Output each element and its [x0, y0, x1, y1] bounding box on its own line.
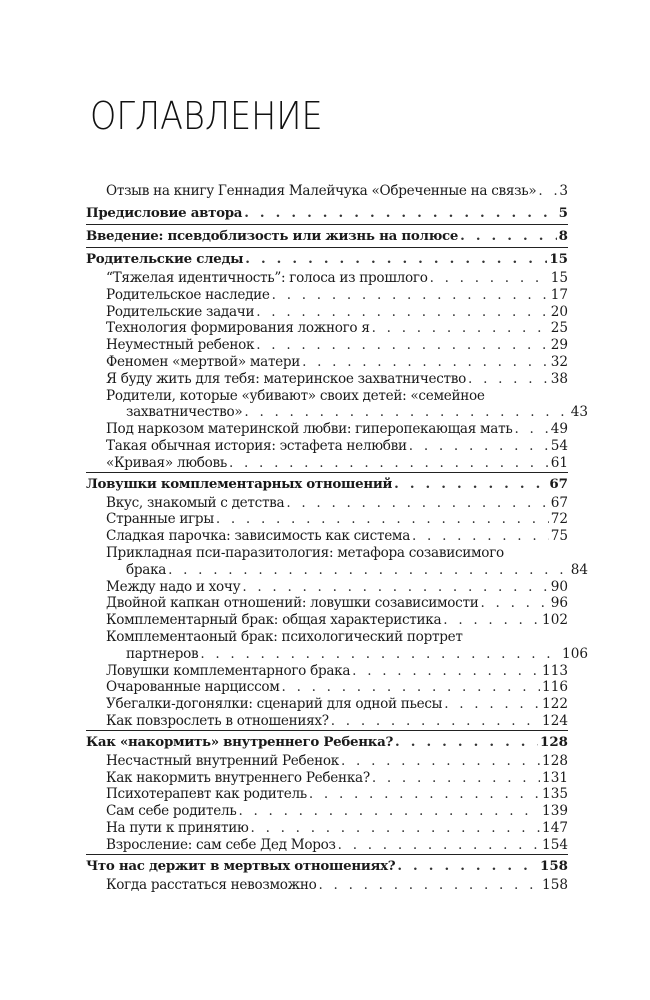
toc-entry-title: Под наркозом материнской любви: гиперопекающая мать [106, 421, 513, 438]
toc-entry [86, 877, 568, 894]
dot-leader [256, 304, 548, 321]
toc-entry [86, 628, 588, 663]
toc-entry-title: Технология формирования ложного я [106, 320, 370, 337]
dot-leader [286, 495, 548, 512]
toc-entry [86, 180, 568, 202]
toc-entry-title: Когда расстаться невозможно [106, 876, 317, 893]
toc-page-number: 128 [542, 752, 568, 769]
toc-chapter-title: Предисловие автора [86, 205, 243, 221]
toc-page-number: 147 [542, 819, 568, 836]
toc-page-number: 131 [542, 769, 568, 786]
toc-entry [86, 837, 568, 854]
toc-page-number: 25 [550, 320, 568, 337]
toc-page-number: 128 [540, 733, 568, 750]
toc-chapter [86, 224, 568, 247]
toc-page-number: 29 [550, 337, 568, 354]
toc-entry [86, 753, 568, 770]
toc-entry [86, 544, 588, 579]
dot-leader [430, 270, 549, 287]
toc-entry-title: Между надо и хочу [106, 578, 241, 595]
dot-leader [331, 713, 540, 730]
dot-leader [372, 320, 549, 337]
toc-entry-title: На пути к принятию [106, 819, 249, 836]
toc-entry-title: Убегалки-догонялки: сценарий для одной пьесы [106, 696, 443, 713]
dot-leader [341, 753, 540, 770]
toc-entry [86, 421, 568, 438]
toc-chapter-title: Родительские следы [86, 251, 244, 267]
toc-entry [86, 595, 568, 612]
toc-entry-title: Неуместный ребенок [106, 337, 255, 354]
toc-entry-title: Феномен «мертвой» матери [106, 353, 301, 370]
toc-entry-title: Двойной капкан отношений: ловушки созависимости [106, 595, 479, 612]
toc-page-number: 122 [542, 696, 568, 713]
toc-page-number: 158 [540, 857, 568, 874]
toc-entry-title: Такая обычная история: эстафета нелюбви [106, 437, 407, 454]
toc-entry-title: Родители, которые «убивают» своих детей: «семейное [106, 387, 485, 404]
dot-leader [480, 595, 548, 612]
dot-leader [338, 837, 540, 854]
toc-page-number: 67 [549, 475, 568, 492]
toc-entry [86, 371, 568, 388]
toc-entry [86, 495, 568, 512]
toc-entry [86, 820, 568, 837]
toc-page-number: 116 [542, 679, 568, 696]
dot-leader [242, 579, 548, 596]
toc-chapter [86, 854, 568, 877]
toc-entry-title: Родительские задачи [106, 303, 255, 320]
toc-page-number: 154 [542, 836, 568, 853]
toc-entry [86, 579, 568, 596]
toc-page-number: 102 [542, 612, 568, 629]
dot-leader [256, 337, 548, 354]
toc-entry-title: «Кривая» любовь [106, 454, 227, 471]
toc-page-number: 158 [542, 876, 568, 893]
toc-chapter [86, 472, 568, 495]
toc-entry-title: Я буду жить для тебя: материнское захватничество [106, 370, 467, 387]
toc-entry [86, 612, 568, 629]
page-title: ОГЛАВЛЕНИЕ [90, 94, 323, 138]
dot-leader [468, 371, 549, 388]
dot-leader [168, 562, 569, 579]
toc-chapter [86, 202, 568, 224]
toc-entry [86, 320, 568, 337]
toc-page-number: 5 [558, 205, 568, 221]
toc-page-number: 139 [542, 803, 568, 820]
toc-entry-title-continued: захватничество» [126, 404, 243, 421]
toc-entry-title: Прикладная пси-паразитология: метафора созависимого [106, 544, 504, 561]
dot-leader [395, 731, 538, 753]
toc-page-number: 17 [550, 286, 568, 303]
toc-entry-title: Взросление: сам себе Дед Мороз [106, 836, 336, 853]
dot-leader [409, 438, 549, 455]
dot-leader [443, 612, 540, 629]
toc-entry [86, 337, 568, 354]
toc-chapter [86, 730, 568, 753]
toc-chapter-title: Как «накормить» внутреннего Ребенка? [86, 733, 393, 750]
toc-chapter-title: Введение: псевдоблизость или жизнь на полюсе [86, 228, 459, 244]
toc-entry-title: Комплементарный брак: общая характеристика [106, 612, 442, 629]
toc-page-number: 38 [550, 370, 568, 387]
toc-page-number: 106 [562, 645, 588, 662]
toc-page-number: 113 [542, 662, 568, 679]
toc-entry-title-continued: брака [126, 561, 167, 578]
toc-page-number: 75 [550, 528, 568, 545]
dot-leader [444, 696, 540, 713]
dot-leader [229, 455, 549, 472]
toc-page-number: 3 [559, 183, 568, 199]
toc-page-number: 61 [550, 454, 568, 471]
table-of-contents [86, 180, 588, 893]
dot-leader [244, 202, 556, 224]
dot-leader [216, 511, 549, 528]
dot-leader [238, 803, 540, 820]
toc-entry-title: Странные игры [106, 511, 214, 528]
toc-page-number: 90 [550, 578, 568, 595]
toc-entry [86, 354, 568, 371]
toc-entry-title: Как накормить внутреннего Ребенка? [106, 769, 370, 786]
toc-page-number: 135 [542, 786, 568, 803]
toc-chapter-title: Что нас держит в мертвых отношениях? [86, 857, 396, 874]
dot-leader [245, 248, 547, 270]
toc-page-number: 43 [570, 404, 588, 421]
toc-entry-title: Как повзрослеть в отношениях? [106, 712, 329, 729]
toc-entry-title: Ловушки комплементарного брака [106, 662, 351, 679]
dot-leader [200, 646, 560, 663]
toc-entry-title: Отзыв на книгу Геннадия Малейчука «Обреченные на связь» [106, 183, 537, 199]
toc-page-number: 8 [558, 228, 568, 244]
toc-entry-title: “Тяжелая идентичность”: голоса из прошлого [106, 270, 428, 286]
toc-entry-title: Несчастный внутренний Ребенок [106, 752, 340, 769]
dot-leader [397, 855, 538, 877]
toc-entry-title: Родительское наследие [106, 286, 270, 303]
dot-leader [352, 663, 540, 680]
toc-entry [86, 803, 568, 820]
dot-leader [251, 820, 541, 837]
toc-entry [86, 304, 568, 321]
toc-entry [86, 270, 568, 287]
toc-entry-title-continued: партнеров [126, 645, 199, 662]
toc-entry [86, 679, 568, 696]
toc-page-number: 49 [550, 421, 568, 438]
dot-leader [272, 287, 549, 304]
toc-chapter [86, 247, 568, 270]
toc-page-number: 15 [549, 251, 568, 267]
toc-entry [86, 528, 568, 545]
toc-entry-title: Сам себе родитель [106, 803, 237, 820]
toc-entry-title: Вкус, знакомый с детства [106, 494, 285, 511]
toc-entry [86, 770, 568, 787]
toc-entry-title: Психотерапевт как родитель [106, 786, 307, 803]
toc-entry [86, 511, 568, 528]
toc-entry [86, 696, 568, 713]
dot-leader [309, 786, 540, 803]
dot-leader [372, 770, 540, 787]
toc-entry-title: Комплементаоный брак: психологический портрет [106, 628, 463, 645]
dot-leader [282, 679, 541, 696]
toc-entry [86, 387, 588, 422]
toc-page-number: 124 [542, 712, 568, 729]
toc-entry [86, 713, 568, 730]
toc-entry [86, 663, 568, 680]
toc-page-number: 20 [550, 303, 568, 320]
dot-leader [318, 877, 540, 894]
toc-page-number: 84 [570, 561, 588, 578]
toc-page-number: 72 [550, 511, 568, 528]
toc-entry [86, 438, 568, 455]
toc-entry [86, 455, 568, 472]
dot-leader [244, 404, 568, 421]
dot-leader [394, 473, 547, 495]
toc-page-number: 96 [550, 595, 568, 612]
toc-page-number: 15 [550, 270, 568, 286]
toc-page-number: 32 [550, 353, 568, 370]
toc-page-number: 54 [550, 437, 568, 454]
dot-leader [538, 180, 557, 202]
dot-leader [412, 528, 549, 545]
toc-page-number: 67 [550, 494, 568, 511]
toc-entry [86, 786, 568, 803]
toc-chapter-title: Ловушки комплементарных отношений [86, 475, 393, 492]
toc-entry-title: Сладкая парочка: зависимость как система [106, 528, 411, 545]
toc-entry-title: Очарованные нарциссом [106, 679, 280, 696]
toc-entry [86, 287, 568, 304]
dot-leader [514, 421, 548, 438]
dot-leader [460, 225, 557, 247]
dot-leader [302, 354, 549, 371]
